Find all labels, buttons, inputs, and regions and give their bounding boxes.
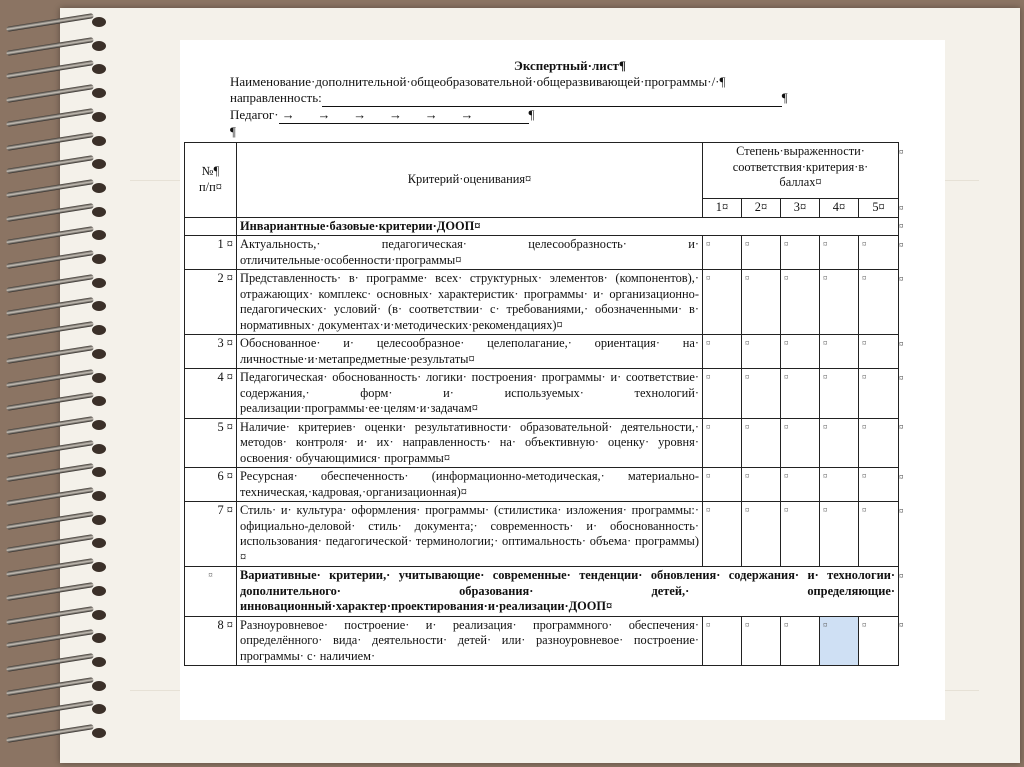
score-cell: ¤ xyxy=(781,418,820,468)
score-cell: ¤ xyxy=(742,335,781,369)
teacher-end: ¶ xyxy=(528,107,535,122)
score-cell: ¤ xyxy=(859,502,899,567)
criterion-text: Педагогическая· обоснованность· логики· построения· программы· и· соответствие· содержания,· форм· и· используемых· технологий· реализации·программы·ее·целям·и·задачам¤ xyxy=(237,369,703,419)
spiral-ring xyxy=(6,251,108,269)
table-row xyxy=(185,468,899,502)
row-end-mark: ¤ xyxy=(899,338,904,349)
spiral-ring xyxy=(6,678,108,696)
spiral-ring xyxy=(6,654,108,672)
score-cell: ¤ xyxy=(820,418,859,468)
score-cell: ¤ xyxy=(781,270,820,335)
row-end-mark: ¤ xyxy=(899,239,904,250)
score-cell: ¤ xyxy=(859,418,899,468)
section-num-cell: ¤ xyxy=(185,567,237,617)
criterion-text: Представленность· в· программе· всех· структурных· элементов· (компонентов),· отражающих· комплекс· основных· характеристик· программы· и· организационно-педагогических· условий· (в· соответствии· с· требованиями,· обозначенными· в· нормативных· документах·и·методических·рекомендациях)¤ xyxy=(237,270,703,335)
score-cell: ¤ xyxy=(742,236,781,270)
spiral-ring xyxy=(6,583,108,601)
score-cell: ¤ xyxy=(781,502,820,567)
spiral-ring xyxy=(6,464,108,482)
row-number: 8 ¤ xyxy=(185,616,237,666)
row-number: 4 ¤ xyxy=(185,369,237,419)
row-number: 1 ¤ xyxy=(185,236,237,270)
criterion-text: Стиль· и· культура· оформления· программы· (стилистика· изложения· программы:· официально-деловой· стиль· документа;· современность· и· обоснованность· использования· педагогической· терминологии;· оптимальность· объема· программы)¤ xyxy=(237,502,703,567)
section-heading: Вариативные· критерии,· учитывающие· современные· тенденции· обновления· содержания· и· технологии· дополнительного· образования· детей,· определяющие· инновационный·характер·проектирования·и·реализации·ДООП¤ xyxy=(237,567,899,617)
teacher-line xyxy=(230,107,870,124)
table-row xyxy=(185,335,899,369)
row-end-mark: ¤ xyxy=(899,505,904,516)
score-cell: ¤ xyxy=(859,236,899,270)
score-cell: ¤ xyxy=(742,418,781,468)
criterion-text: Ресурсная· обеспеченность· (информационно-методическая,· материально-техническая,·кадровая,·организационная)¤ xyxy=(237,468,703,502)
score-cell: ¤ xyxy=(703,468,742,502)
score-cell: ¤ xyxy=(859,468,899,502)
score-cell: ¤ xyxy=(820,335,859,369)
spiral-ring xyxy=(6,725,108,743)
score-cell: ¤ xyxy=(703,616,742,666)
row-end-mark: ¤ xyxy=(899,202,904,213)
spiral-ring xyxy=(6,535,108,553)
criterion-text: Разноуровневое· построение· и· реализация· программного· обеспечения· определённого· вида· деятельности· детей· или· разноуровневое· построение· программы· с· наличием· xyxy=(237,616,703,666)
row-end-mark: ¤ xyxy=(899,146,904,157)
score-cell: ¤ xyxy=(781,236,820,270)
row-end-mark: ¤ xyxy=(899,273,904,284)
spiral-ring xyxy=(6,298,108,316)
section-heading-row xyxy=(185,567,899,617)
spiral-ring xyxy=(6,275,108,293)
spiral-ring xyxy=(6,156,108,174)
criterion-text: Актуальность,· педагогическая· целесообразность· и· отличительные·особенности·программы¤ xyxy=(237,236,703,270)
spiral-ring xyxy=(6,109,108,127)
spiral-ring xyxy=(6,85,108,103)
row-number: 2 ¤ xyxy=(185,270,237,335)
spiral-ring xyxy=(6,346,108,364)
row-end-mark: ¤ xyxy=(899,620,904,630)
criterion-text: Обоснованное· и· целесообразное· целеполагание,· ориентация· на· личностные·и·метапредметные·результаты¤ xyxy=(237,335,703,369)
score-cell: ¤ xyxy=(742,468,781,502)
row-end-mark: ¤ xyxy=(899,221,904,231)
spiral-ring xyxy=(6,417,108,435)
row-end-mark: ¤ xyxy=(899,422,904,432)
spiral-ring xyxy=(6,393,108,411)
spiral-ring xyxy=(6,180,108,198)
score-cell: ¤ xyxy=(820,502,859,567)
score-cell: ¤ xyxy=(703,369,742,419)
row-end-mark: ¤ xyxy=(899,372,904,383)
table-row xyxy=(185,270,899,335)
score-cell: ¤ xyxy=(703,502,742,567)
table-row xyxy=(185,616,899,666)
table-row xyxy=(185,502,899,567)
table-row xyxy=(185,369,899,419)
score-cell: ¤ xyxy=(859,369,899,419)
score-cell: ¤ xyxy=(781,335,820,369)
spiral-ring xyxy=(6,61,108,79)
section-heading: Инвариантные·базовые·критерии·ДООП¤ xyxy=(237,217,899,236)
score-cell: ¤ xyxy=(742,369,781,419)
score-cell: ¤ xyxy=(859,335,899,369)
table-header-row xyxy=(185,143,899,199)
row-number: 7 ¤ xyxy=(185,502,237,567)
direction-blank xyxy=(322,90,782,107)
spiral-ring xyxy=(6,701,108,719)
header-score-1: 1¤ xyxy=(703,199,742,218)
score-cell: ¤ xyxy=(859,270,899,335)
spiral-ring xyxy=(6,370,108,388)
empty-paragraph: ¶ xyxy=(230,124,236,139)
criterion-text: Наличие· критериев· оценки· результативности· образовательной· деятельности,· методов· контроля· и· их· направленность· на· объективную· оценку· уровня· освоения· обучающимися· программы¤ xyxy=(237,418,703,468)
spiral-ring xyxy=(6,559,108,577)
header-score-5: 5¤ xyxy=(859,199,899,218)
expert-table xyxy=(184,142,899,666)
score-cell: ¤ xyxy=(742,616,781,666)
spiral-ring xyxy=(6,38,108,56)
score-cell: ¤ xyxy=(703,335,742,369)
spiral-ring xyxy=(6,14,108,32)
score-cell: ¤ xyxy=(742,502,781,567)
score-cell: ¤ xyxy=(781,369,820,419)
score-cell: ¤ xyxy=(820,270,859,335)
score-cell: ¤ xyxy=(820,616,859,666)
spiral-ring xyxy=(6,322,108,340)
row-number: 3 ¤ xyxy=(185,335,237,369)
score-cell: ¤ xyxy=(820,468,859,502)
direction-line xyxy=(230,90,870,107)
spiral-ring xyxy=(6,441,108,459)
row-number: 5 ¤ xyxy=(185,418,237,468)
spiral-ring xyxy=(6,133,108,151)
spiral-ring xyxy=(6,512,108,530)
document-header xyxy=(230,58,870,140)
score-cell: ¤ xyxy=(703,270,742,335)
row-end-mark: ¤ xyxy=(899,570,904,581)
header-num: №¶ п/п¤ xyxy=(185,143,237,218)
table-row xyxy=(185,418,899,468)
direction-end: ¶ xyxy=(781,90,788,105)
score-cell: ¤ xyxy=(781,468,820,502)
program-name-line: Наименование·дополнительной·общеобразовательной·общеразвивающей·программы·/·¶ xyxy=(230,74,726,89)
section-num-cell xyxy=(185,217,237,236)
section-heading-row xyxy=(185,217,899,236)
teacher-label: Педагог· xyxy=(230,107,279,122)
document-title: Экспертный·лист¶ xyxy=(514,58,626,73)
header-criterion: Критерий·оценивания¤ xyxy=(237,143,703,218)
header-degree: Степень·выраженности· соответствия·критерия·в· баллах¤ xyxy=(703,143,899,199)
score-cell: ¤ xyxy=(781,616,820,666)
spiral-ring xyxy=(6,630,108,648)
spiral-ring xyxy=(6,204,108,222)
spiral-ring xyxy=(6,227,108,245)
spiral-ring xyxy=(6,488,108,506)
row-number: 6 ¤ xyxy=(185,468,237,502)
score-cell: ¤ xyxy=(820,236,859,270)
score-cell: ¤ xyxy=(859,616,899,666)
direction-label: направленность: xyxy=(230,90,322,105)
score-cell: ¤ xyxy=(820,369,859,419)
score-cell: ¤ xyxy=(742,270,781,335)
header-score-3: 3¤ xyxy=(781,199,820,218)
score-cell: ¤ xyxy=(703,236,742,270)
table-row xyxy=(185,236,899,270)
teacher-blank: → → → → → → xyxy=(279,107,529,124)
header-score-2: 2¤ xyxy=(742,199,781,218)
spiral-ring xyxy=(6,607,108,625)
header-score-4: 4¤ xyxy=(820,199,859,218)
score-cell: ¤ xyxy=(703,418,742,468)
row-end-mark: ¤ xyxy=(899,471,904,482)
spiral-binding xyxy=(0,14,112,754)
